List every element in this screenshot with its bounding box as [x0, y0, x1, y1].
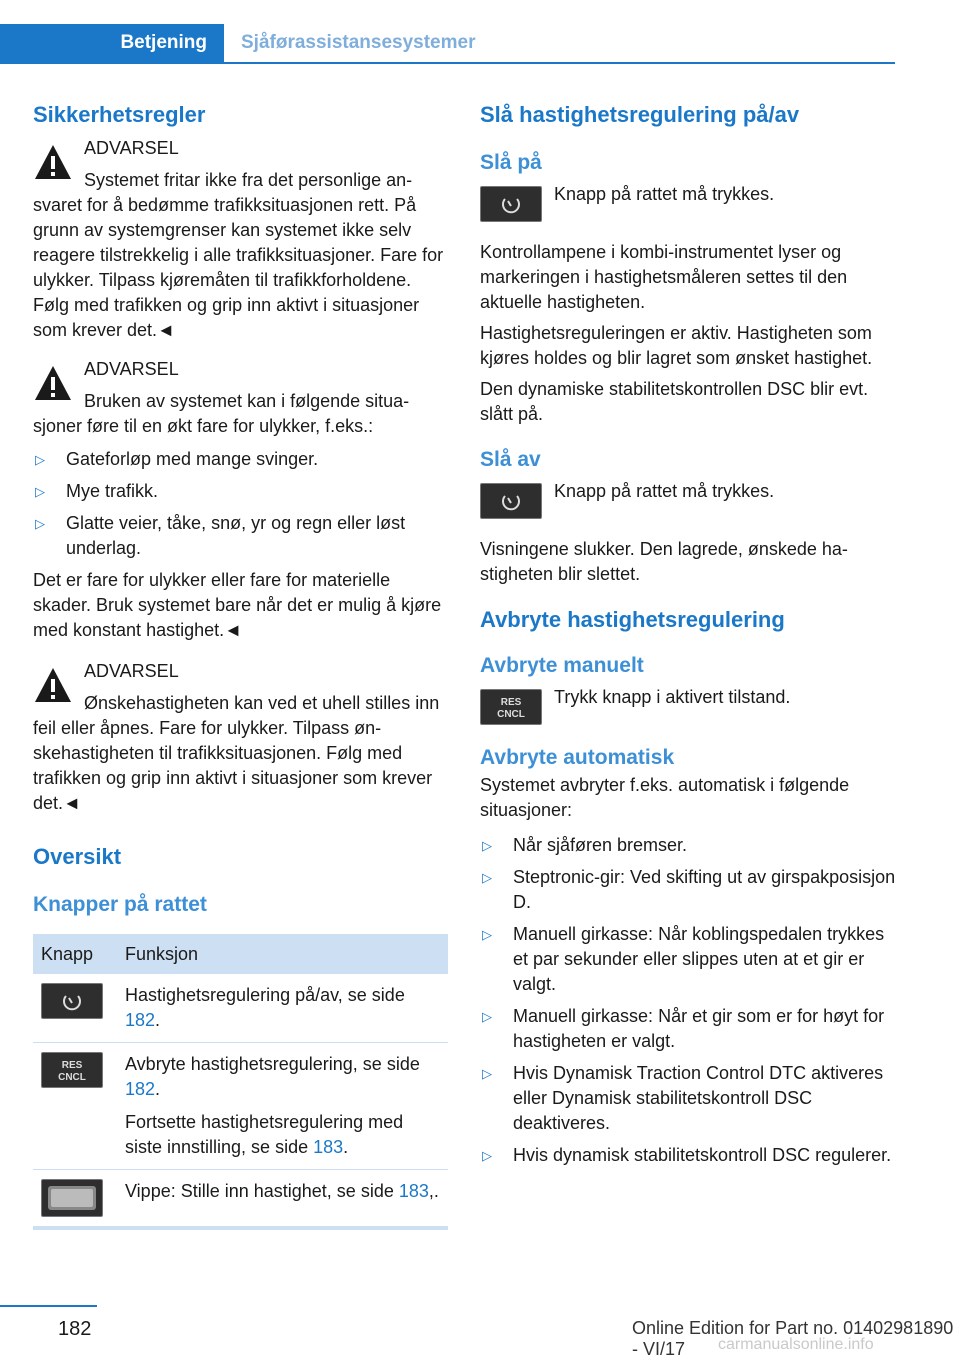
- section-title-avbryte: Avbryte hastighetsregulering: [480, 607, 785, 632]
- left-column: [33, 100, 449, 1230]
- triangle-bullet-icon: ▷: [482, 927, 492, 942]
- warning-title: ADVARSEL: [84, 138, 179, 158]
- list-item: ▷ Når sjåføren bremser.: [480, 833, 896, 858]
- paragraph: Kontrollampene i kombi-instrumentet lyser og markeringen i hastighetsmåleren settes til den aktuelle hastigheten.: [480, 242, 848, 312]
- svg-text:RES: RES: [61, 1060, 83, 1071]
- button-caption: Knapp på rattet må trykkes.: [554, 184, 775, 204]
- risk-list: [33, 447, 449, 561]
- triangle-bullet-icon: ▷: [35, 452, 45, 467]
- warning-block-1: [33, 136, 449, 343]
- triangle-bullet-icon: ▷: [482, 1066, 492, 1081]
- section-title-sikkerhetsregler: Sikkerhetsregler: [33, 102, 206, 127]
- watermark: carmanualsonline.info: [718, 1336, 874, 1353]
- svg-text:CNCL: CNCL: [497, 709, 525, 720]
- subsection-title-sla-pa: Slå på: [480, 151, 542, 174]
- button-caption: Trykk knapp i aktivert tilstand.: [554, 687, 791, 707]
- list-item: ▷ Mye trafikk.: [33, 479, 449, 504]
- triangle-bullet-icon: ▷: [482, 1009, 492, 1024]
- list-item: ▷ Steptronic-gir: Ved skifting ut av girspakposisjon D.: [482, 867, 896, 912]
- warning-block-2: [33, 357, 449, 439]
- table-header-funksjon: Funksjon: [117, 934, 448, 974]
- table-header-row: [33, 934, 448, 974]
- footer-divider: [0, 1305, 97, 1307]
- header-tabbar: [0, 24, 895, 64]
- res-cncl-button-icon: [41, 1052, 103, 1088]
- paragraph: Hastighetsreguleringen er aktiv. Hastigheten som kjøres holdes og blir lagret som ønsket hastighet.: [480, 323, 873, 368]
- list-item: ▷ Glatte veier, tåke, snø, yr og regn eller løst underlag.: [35, 513, 406, 558]
- paragraph: Visningene slukker. Den lagrede, ønskede hastigheten blir slettet.: [480, 539, 848, 584]
- page-link[interactable]: 182: [125, 1079, 156, 1099]
- warning-triangle-icon: [33, 665, 73, 705]
- paragraph: Den dynamiske stabilitetskontrollen DSC blir evt. slått på.: [480, 379, 869, 424]
- tab-sjaforassistansesystemer[interactable]: Sjåførassistansesystemer: [241, 32, 476, 53]
- warning-triangle-icon: [33, 363, 73, 403]
- edition-label: Online Edition for Part no. 01402981890 - VI/17: [632, 1318, 954, 1359]
- subsection-title-automatisk: Avbryte automatisk: [480, 746, 675, 769]
- warning-text: Ønskehastigheten kan ved et uhell stilles inn feil eller åpnes. Fare for ulykker. Tilpass ønskehastigheten til trafikksituasjonen. Følg med trafikken og grip inn aktivt i situasjoner som krever det.◄: [33, 693, 440, 813]
- table-header-knapp: Knapp: [33, 934, 117, 974]
- page-link[interactable]: 183: [313, 1137, 344, 1157]
- table-row: RES CNCL Avbryte hastighetsregulering, se side 182. Fortsette hastighetsregulering med siste innstilling, se side 183.: [33, 1043, 448, 1170]
- list-item: ▷ Hvis Dynamisk Traction Control DTC aktiveres eller Dynamisk stabilitetskontroll DSC deaktiveres.: [482, 1063, 884, 1133]
- triangle-bullet-icon: ▷: [482, 1148, 492, 1163]
- button-row-sla-av: [480, 479, 896, 523]
- table-row: Hastighetsregulering på/av, se side 182.: [33, 974, 448, 1043]
- warning-text: Systemet fritar ikke fra det personlige ansvaret for å bedømme trafikksituasjonen rett. På grunn av systemgrenser kan systemet ikke selv reagere tilstrekkelig i alle trafikksituasjoner. Fare for ulykker. Tilpass kjøremåten til trafikkforholdene. Følg med trafikken og grip inn aktivt i situasjoner som krever det.◄: [33, 170, 444, 340]
- warning-title: ADVARSEL: [84, 661, 179, 681]
- subsection-title-manuelt: Avbryte manuelt: [480, 654, 644, 677]
- list-item: ▷ Hvis dynamisk stabilitetskontroll DSC regulerer.: [480, 1143, 896, 1168]
- triangle-bullet-icon: ▷: [482, 838, 492, 853]
- table-row: Vippe: Stille inn hastighet, se side 183,.: [33, 1170, 448, 1229]
- subsection-title-sla-av: Slå av: [480, 448, 541, 471]
- paragraph: Systemet avbryter f.eks. automatisk i følgende situasjoner:: [480, 775, 850, 820]
- auto-cancel-list: [480, 833, 896, 1168]
- warning-title: ADVARSEL: [84, 359, 179, 379]
- page-link[interactable]: 183: [398, 1181, 429, 1201]
- button-caption: Knapp på rattet må trykkes.: [554, 481, 775, 501]
- warning-block-3: [33, 659, 449, 816]
- res-cncl-button-icon: [480, 689, 542, 725]
- list-item: ▷ Gateforløp med mange svinger.: [33, 447, 449, 472]
- svg-text:CNCL: CNCL: [58, 1072, 86, 1083]
- list-item: ▷ Manuell girkasse: Når koblingspedalen trykkes et par sekunder eller slippes uten at et gir er valgt.: [482, 924, 885, 994]
- button-row-sla-pa: [480, 182, 896, 226]
- right-column: [480, 100, 896, 1175]
- tab-betjening[interactable]: Betjening: [0, 24, 224, 62]
- triangle-bullet-icon: ▷: [35, 516, 45, 531]
- buttons-table: [33, 934, 448, 1230]
- warning-triangle-icon: [33, 142, 73, 182]
- list-item: ▷ Manuell girkasse: Når et gir som er for høyt for hastigheten er valgt.: [482, 1006, 885, 1051]
- triangle-bullet-icon: ▷: [35, 484, 45, 499]
- section-title-sla-pa-av: Slå hastighetsregulering på/av: [480, 102, 800, 127]
- section-title-oversikt: Oversikt: [33, 844, 122, 869]
- rocker-switch-icon: [41, 1179, 103, 1217]
- page-number: 182: [58, 1318, 92, 1340]
- subsection-title-knapper: Knapper på rattet: [33, 893, 207, 916]
- warning-text: Bruken av systemet kan i følgende situasjoner føre til en økt fare for ulykker, f.eks.:: [33, 391, 410, 436]
- triangle-bullet-icon: ▷: [482, 870, 492, 885]
- cruise-onoff-button-icon: [41, 983, 103, 1019]
- cruise-onoff-button-icon: [480, 186, 542, 222]
- warning-continuation: Det er fare for ulykker eller fare for materielle skader. Bruk systemet bare når det er mulig å kjøre med konstant hastighet.◄: [33, 570, 442, 640]
- button-row-manuelt: [480, 685, 896, 729]
- page-link[interactable]: 182: [125, 1010, 156, 1030]
- cruise-onoff-button-icon: [480, 483, 542, 519]
- svg-text:RES: RES: [500, 697, 522, 708]
